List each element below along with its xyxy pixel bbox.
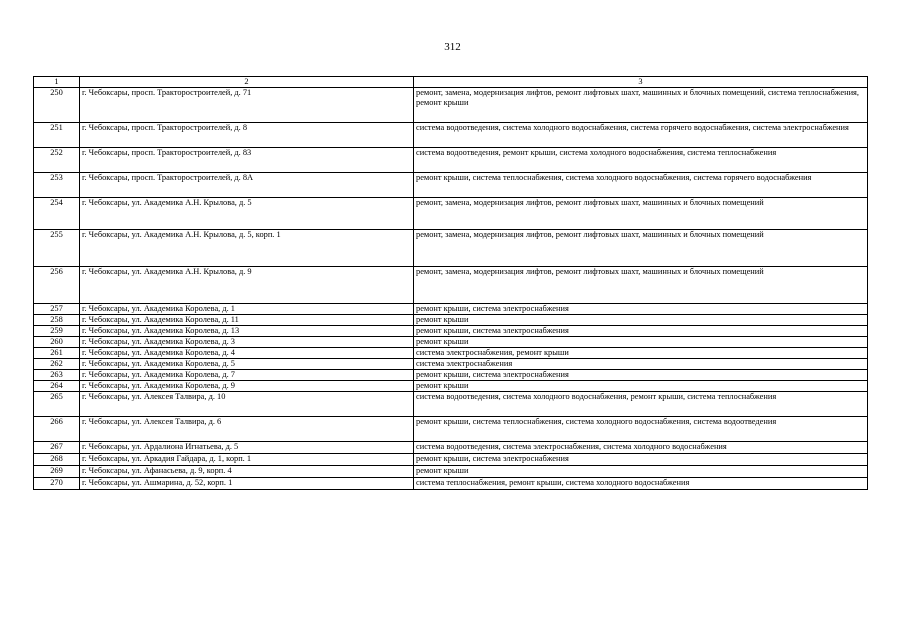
row-address: г. Чебоксары, просп. Тракторостроителей, д. 83 — [80, 148, 414, 173]
row-number: 258 — [34, 315, 80, 326]
table-row — [34, 442, 868, 454]
row-address: г. Чебоксары, ул. Академика А.Н. Крылова, д. 9 — [80, 267, 414, 304]
row-number: 262 — [34, 359, 80, 370]
row-address: г. Чебоксары, ул. Академика А.Н. Крылова, д. 5 — [80, 198, 414, 230]
row-number: 267 — [34, 442, 80, 454]
row-number: 254 — [34, 198, 80, 230]
row-number: 257 — [34, 304, 80, 315]
row-number: 251 — [34, 123, 80, 148]
row-address: г. Чебоксары, просп. Тракторостроителей, д. 8А — [80, 173, 414, 198]
table-row — [34, 370, 868, 381]
address-works-table — [33, 76, 868, 490]
row-number: 253 — [34, 173, 80, 198]
row-address: г. Чебоксары, ул. Ашмарина, д. 52, корп. 1 — [80, 478, 414, 490]
row-works: система электроснабжения, ремонт крыши — [414, 348, 868, 359]
row-address: г. Чебоксары, ул. Алексея Талвира, д. 10 — [80, 392, 414, 417]
table-row — [34, 267, 868, 304]
column-header-works: 3 — [414, 77, 868, 88]
row-number: 261 — [34, 348, 80, 359]
row-address: г. Чебоксары, ул. Академика Королева, д. 1 — [80, 304, 414, 315]
row-address: г. Чебоксары, ул. Академика Королева, д. 4 — [80, 348, 414, 359]
page-number: 312 — [444, 41, 461, 53]
row-address: г. Чебоксары, ул. Академика Королева, д. 13 — [80, 326, 414, 337]
row-works: система водоотведения, система холодного водоснабжения, ремонт крыши, система теплоснабжения — [414, 392, 868, 417]
row-address: г. Чебоксары, ул. Академика Королева, д. 5 — [80, 359, 414, 370]
table-row — [34, 123, 868, 148]
table-row — [34, 417, 868, 442]
table-row — [34, 326, 868, 337]
row-works: ремонт, замена, модернизация лифтов, ремонт лифтовых шахт, машинных и блочных помещений — [414, 198, 868, 230]
row-number: 269 — [34, 466, 80, 478]
table-row — [34, 466, 868, 478]
row-address: г. Чебоксары, просп. Тракторостроителей, д. 8 — [80, 123, 414, 148]
row-address: г. Чебоксары, просп. Тракторостроителей, д. 71 — [80, 88, 414, 123]
table-row — [34, 381, 868, 392]
row-number: 252 — [34, 148, 80, 173]
row-works: система теплоснабжения, ремонт крыши, система холодного водоснабжения — [414, 478, 868, 490]
row-number: 259 — [34, 326, 80, 337]
table-row — [34, 148, 868, 173]
row-works: система водоотведения, система холодного водоснабжения, система горячего водоснабжения, система электроснабжения — [414, 123, 868, 148]
table-row — [34, 392, 868, 417]
row-address: г. Чебоксары, ул. Афанасьева, д. 9, корп. 4 — [80, 466, 414, 478]
row-works: ремонт крыши — [414, 381, 868, 392]
row-number: 256 — [34, 267, 80, 304]
table-header-row — [34, 77, 868, 88]
row-works: ремонт крыши, система теплоснабжения, система холодного водоснабжения, система горячего водоснабжения — [414, 173, 868, 198]
row-number: 250 — [34, 88, 80, 123]
table-row — [34, 359, 868, 370]
row-works: система водоотведения, ремонт крыши, система холодного водоснабжения, система теплоснабжения — [414, 148, 868, 173]
column-header-number: 1 — [34, 77, 80, 88]
row-works: ремонт, замена, модернизация лифтов, ремонт лифтовых шахт, машинных и блочных помещений — [414, 230, 868, 267]
row-works: ремонт, замена, модернизация лифтов, ремонт лифтовых шахт, машинных и блочных помещений — [414, 267, 868, 304]
table-row — [34, 454, 868, 466]
row-number: 264 — [34, 381, 80, 392]
table-row — [34, 173, 868, 198]
row-works: ремонт, замена, модернизация лифтов, ремонт лифтовых шахт, машинных и блочных помещений, система теплоснабжения, ремонт крыши — [414, 88, 868, 123]
row-address: г. Чебоксары, ул. Алексея Талвира, д. 6 — [80, 417, 414, 442]
row-address: г. Чебоксары, ул. Академика А.Н. Крылова, д. 5, корп. 1 — [80, 230, 414, 267]
row-works: ремонт крыши, система электроснабжения — [414, 454, 868, 466]
row-number: 266 — [34, 417, 80, 442]
row-works: система электроснабжения — [414, 359, 868, 370]
row-works: ремонт крыши, система электроснабжения — [414, 370, 868, 381]
row-address: г. Чебоксары, ул. Академика Королева, д. 7 — [80, 370, 414, 381]
row-address: г. Чебоксары, ул. Академика Королева, д. 9 — [80, 381, 414, 392]
table-row — [34, 315, 868, 326]
table-row — [34, 478, 868, 490]
row-number: 270 — [34, 478, 80, 490]
table-row — [34, 337, 868, 348]
row-works: ремонт крыши — [414, 466, 868, 478]
row-number: 255 — [34, 230, 80, 267]
row-works: ремонт крыши — [414, 337, 868, 348]
table-row — [34, 230, 868, 267]
table-row — [34, 304, 868, 315]
row-number: 260 — [34, 337, 80, 348]
table-row — [34, 88, 868, 123]
row-works: ремонт крыши, система теплоснабжения, система холодного водоснабжения, система водоотведения — [414, 417, 868, 442]
row-works: ремонт крыши, система электроснабжения — [414, 326, 868, 337]
row-number: 268 — [34, 454, 80, 466]
row-number: 263 — [34, 370, 80, 381]
column-header-address: 2 — [80, 77, 414, 88]
row-address: г. Чебоксары, ул. Ардалиона Игнатьева, д. 5 — [80, 442, 414, 454]
row-address: г. Чебоксары, ул. Аркадия Гайдара, д. 1, корп. 1 — [80, 454, 414, 466]
row-address: г. Чебоксары, ул. Академика Королева, д. 11 — [80, 315, 414, 326]
row-number: 265 — [34, 392, 80, 417]
row-works: ремонт крыши, система электроснабжения — [414, 304, 868, 315]
row-address: г. Чебоксары, ул. Академика Королева, д. 3 — [80, 337, 414, 348]
row-works: ремонт крыши — [414, 315, 868, 326]
row-works: система водоотведения, система электроснабжения, система холодного водоснабжения — [414, 442, 868, 454]
table-row — [34, 198, 868, 230]
table-row — [34, 348, 868, 359]
